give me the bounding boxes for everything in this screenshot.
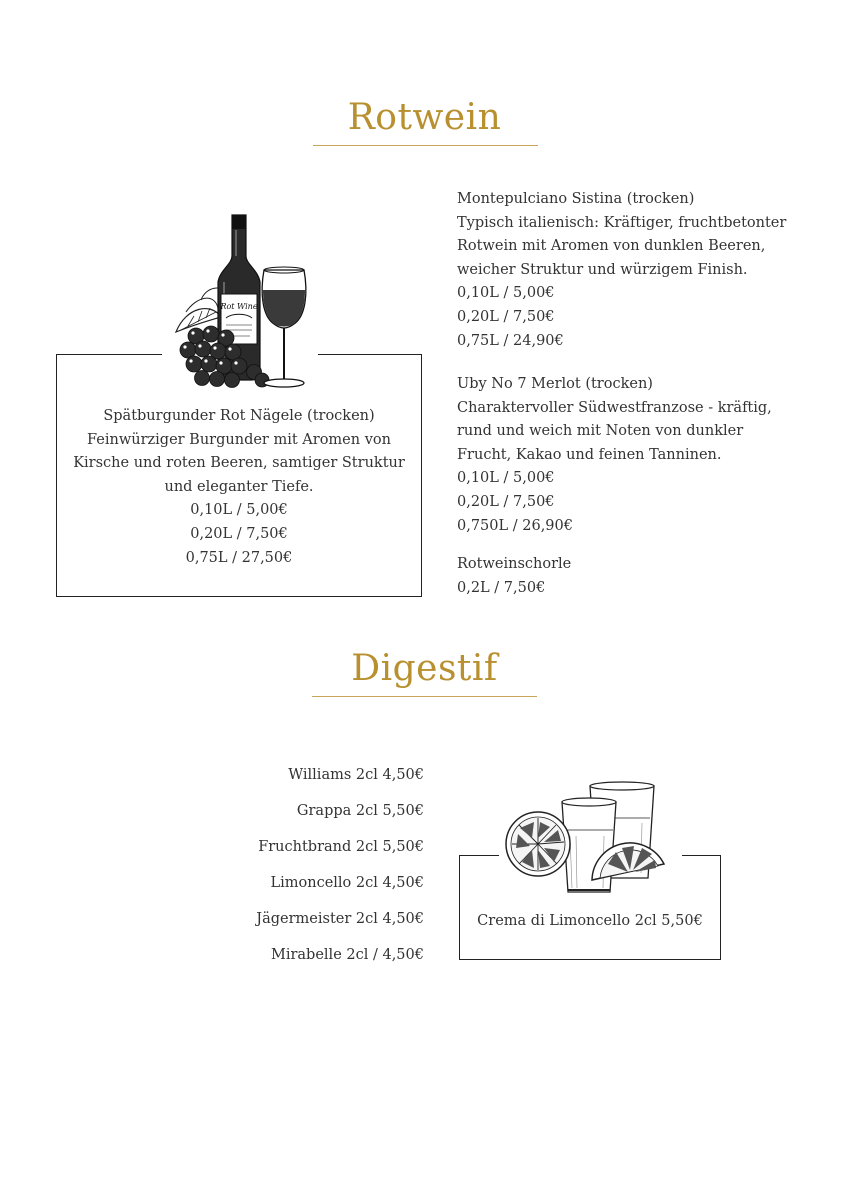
digestif-item-jaegermeister: Jägermeister 2cl 4,50€ <box>256 911 424 927</box>
digestif-title-rule <box>312 696 537 697</box>
featured-wine-price-2: 0,20L / 7,50€ <box>190 525 288 542</box>
digestif-item-fruchtbrand: Fruchtbrand 2cl 5,50€ <box>258 839 424 855</box>
wine-desc-1: Charaktervoller Südwestfranzose - kräftig, <box>457 399 772 416</box>
wine-price-1: 0,10L / 5,00€ <box>457 285 555 302</box>
digestif-featured-box <box>459 855 721 960</box>
featured-wine-box-top-left <box>56 354 162 355</box>
digestif-item-grappa: Grappa 2cl 5,50€ <box>296 803 424 819</box>
bottle-label-text: Rot Wine <box>220 302 258 311</box>
digestif-title: Digestif <box>351 648 498 689</box>
rotwein-title-rule <box>313 145 538 146</box>
featured-wine-desc-2: Kirsche und roten Beeren, samtiger Struktur <box>73 455 405 472</box>
digestif-featured-box-top-right <box>682 855 721 856</box>
featured-wine-desc-1: Feinwürziger Burgunder mit Aromen von <box>87 431 391 448</box>
digestif-featured <box>459 910 721 934</box>
wine-rotweinschorle <box>457 553 571 600</box>
wine-desc-3: weicher Struktur und würzigem Finish. <box>457 261 748 278</box>
wine-desc-3: Frucht, Kakao und feinen Tanninen. <box>457 446 722 463</box>
wine-montepulciano <box>457 188 786 353</box>
rotwein-title: Rotwein <box>347 97 502 138</box>
featured-wine-price-1: 0,10L / 5,00€ <box>190 502 288 519</box>
featured-wine-price-3: 0,75L / 27,50€ <box>185 549 293 566</box>
wine-name: Montepulciano Sistina (trocken) <box>457 191 695 207</box>
featured-wine-box-top-right <box>318 354 422 355</box>
digestif-item-williams: Williams 2cl 4,50€ <box>288 767 424 783</box>
featured-wine <box>56 405 422 570</box>
digestif-item-mirabelle: Mirabelle 2cl / 4,50€ <box>271 947 424 963</box>
wine-price-2: 0,20L / 7,50€ <box>457 493 555 510</box>
featured-wine-desc-3: und eleganter Tiefe. <box>164 478 314 495</box>
digestif-featured-text: Crema di Limoncello 2cl 5,50€ <box>477 913 703 929</box>
digestif-item-limoncello: Limoncello 2cl 4,50€ <box>270 875 424 891</box>
digestif-featured-box-top-left <box>459 855 499 856</box>
wine-uby-merlot <box>457 373 772 538</box>
wine-name: Uby No 7 Merlot (trocken) <box>457 376 653 392</box>
wine-price-1: 0,2L / 7,50€ <box>457 579 546 596</box>
wine-price-3: 0,750L / 26,90€ <box>457 517 573 534</box>
wine-desc-2: Rotwein mit Aromen von dunklen Beeren, <box>457 238 766 255</box>
featured-wine-name: Spätburgunder Rot Nägele (trocken) <box>103 408 375 424</box>
digestif-list <box>200 757 424 973</box>
wine-name: Rotweinschorle <box>457 556 572 572</box>
wine-price-3: 0,75L / 24,90€ <box>457 332 564 349</box>
wine-desc-1: Typisch italienisch: Kräftiger, fruchtbetonter <box>457 214 787 231</box>
wine-desc-2: rund und weich mit Noten von dunkler <box>457 423 744 440</box>
wine-price-2: 0,20L / 7,50€ <box>457 308 555 325</box>
wine-price-1: 0,10L / 5,00€ <box>457 470 555 487</box>
